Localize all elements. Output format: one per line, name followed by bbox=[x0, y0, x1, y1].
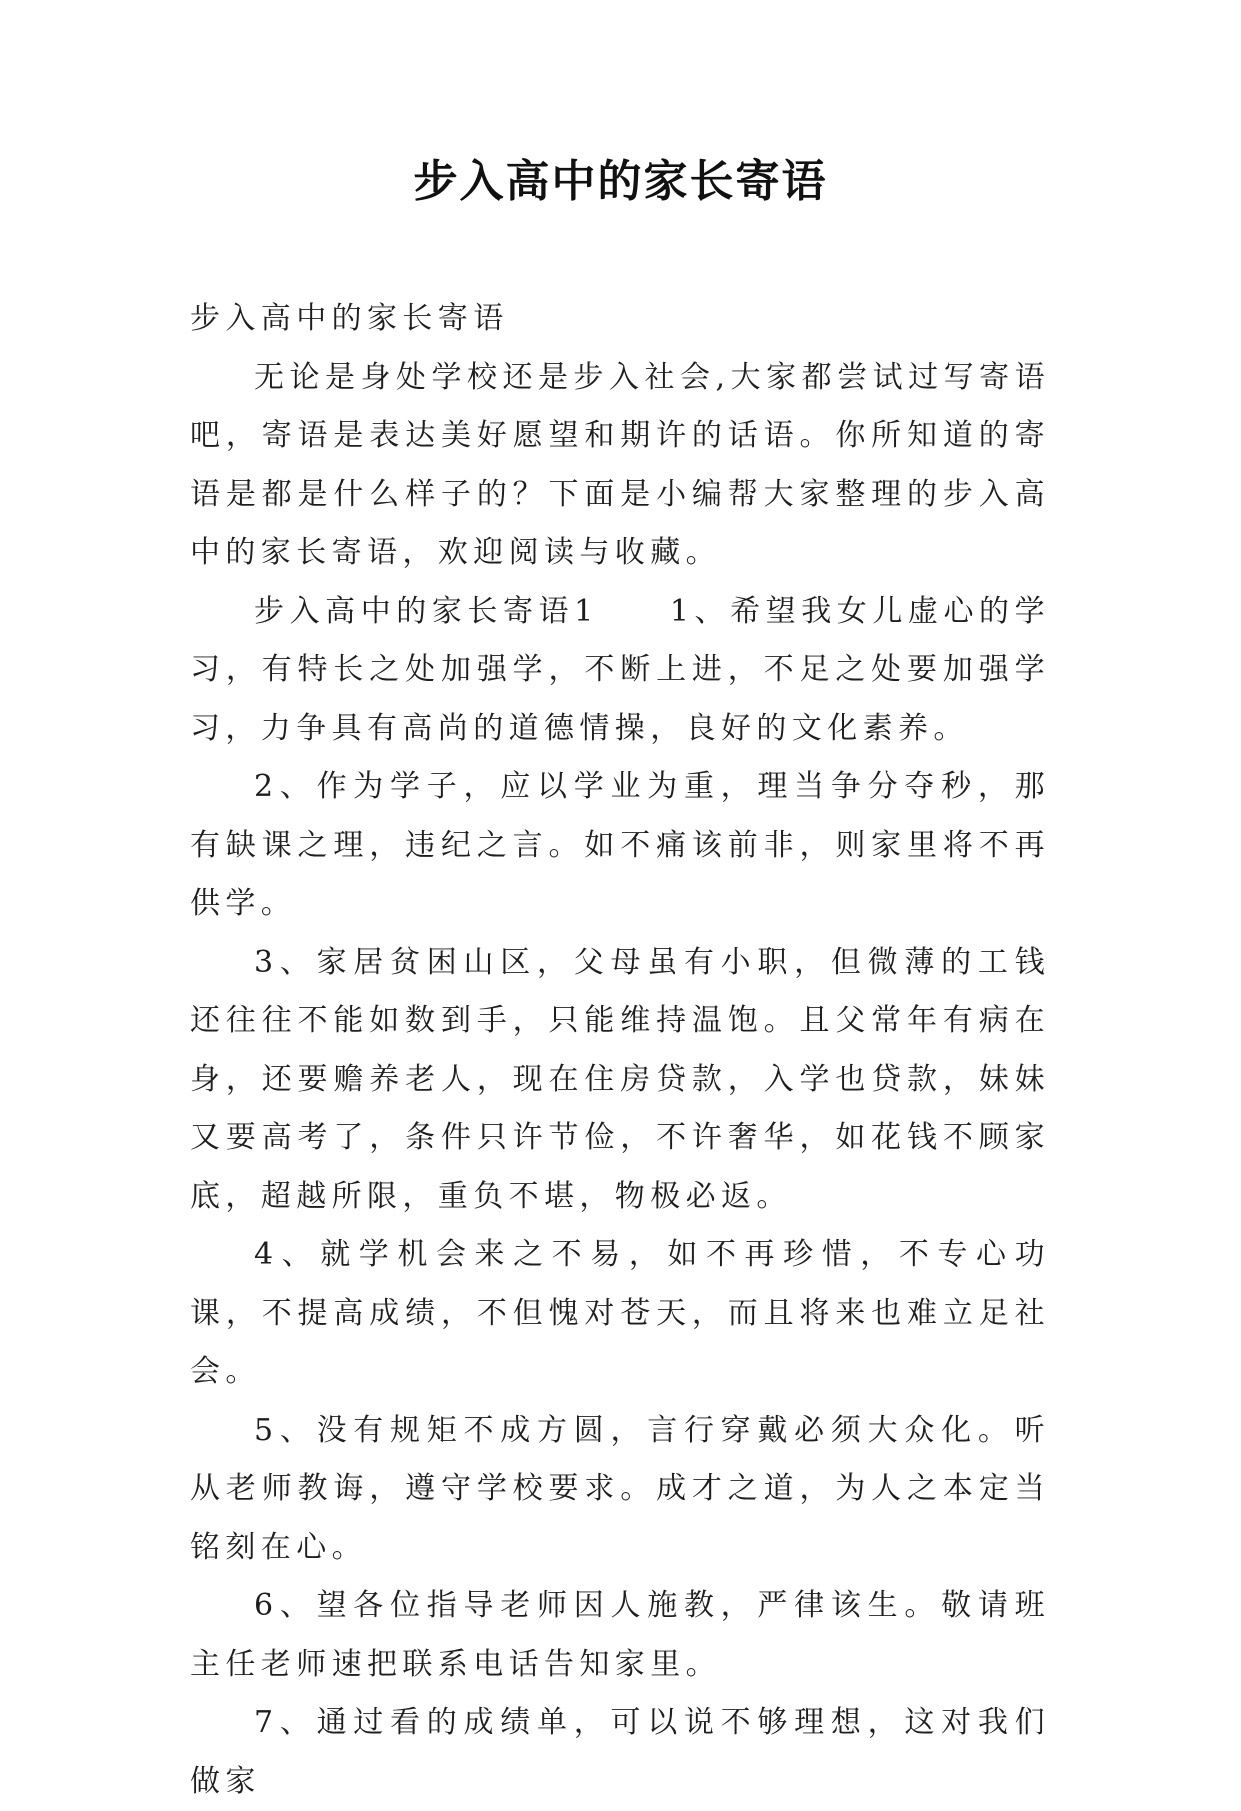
document-title: 步入高中的家长寄语 bbox=[413, 156, 828, 207]
document-body bbox=[190, 290, 1050, 1811]
message-paragraph-4: 4、就学机会来之不易，如不再珍惜，不专心功课，不提高成绩，不但愧对苍天，而且将来也难立足社会。 bbox=[190, 1237, 1050, 1389]
intro-paragraph: 无论是身处学校还是步入社会,大家都尝试过写寄语吧，寄语是表达美好愿望和期许的话语。你所知道的寄语是都是什么样子的？下面是小编帮大家整理的步入高中的家长寄语，欢迎阅读与收藏。 bbox=[190, 359, 1050, 570]
message-paragraph-2: 2、作为学子，应以学业为重，理当争分夺秒，那有缺课之理，违纪之言。如不痛该前非，则家里将不再供学。 bbox=[190, 769, 1050, 921]
message-paragraph-7: 7、通过看的成绩单，可以说不够理想，这对我们做家 bbox=[190, 1705, 1050, 1799]
subtitle-paragraph: 步入高中的家长寄语 bbox=[190, 301, 509, 336]
message-paragraph-6: 6、望各位指导老师因人施教，严律该生。敬请班主任老师速把联系电话告知家里。 bbox=[190, 1588, 1050, 1682]
message-paragraph-1: 步入高中的家长寄语1 1、希望我女儿虚心的学习，有特长之处加强学，不断上进，不足之处要加强学习，力争具有高尚的道德情操，良好的文化素养。 bbox=[190, 593, 1050, 746]
message-paragraph-3: 3、家居贫困山区，父母虽有小职，但微薄的工钱还往往不能如数到手，只能维持温饱。且父常年有病在身，还要赡养老人，现在住房贷款，入学也贷款，妹妹又要高考了，条件只许节俭，不许奢华，如花钱不顾家底，超越所限，重负不堪，物极必返。 bbox=[190, 944, 1050, 1214]
message-paragraph-5: 5、没有规矩不成方圆，言行穿戴必须大众化。听从老师教诲，遵守学校要求。成才之道，为人之本定当铭刻在心。 bbox=[190, 1412, 1050, 1565]
